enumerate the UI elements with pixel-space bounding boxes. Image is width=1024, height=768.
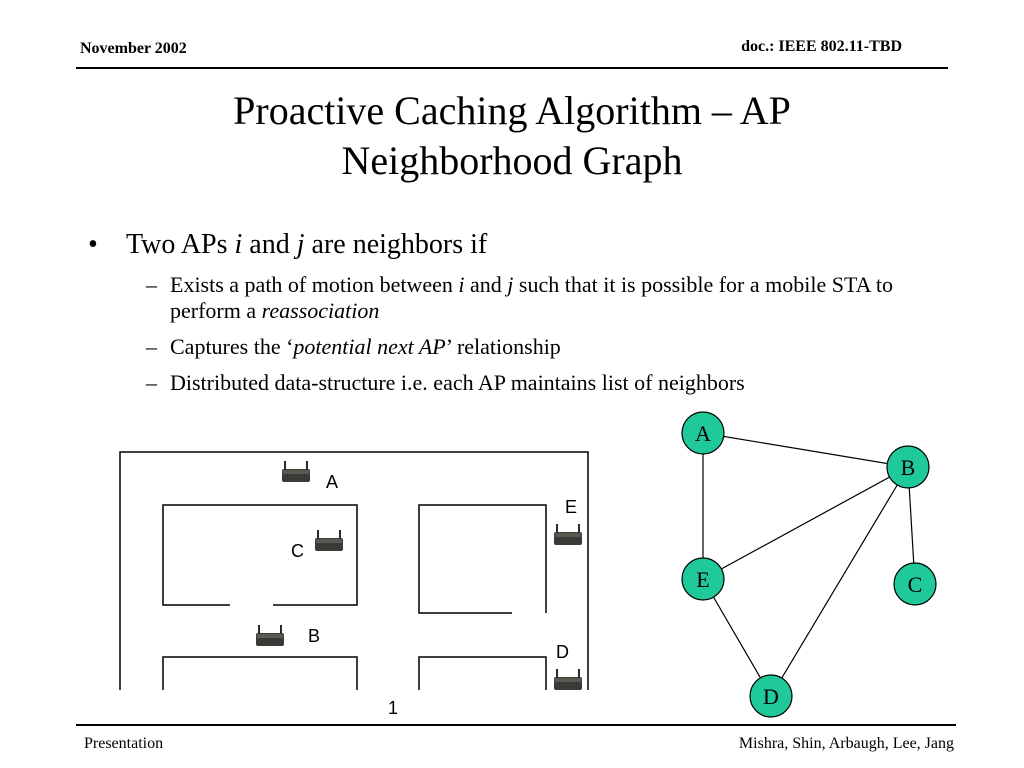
header-doc-id: doc.: IEEE 802.11-TBD [741, 38, 902, 55]
edge-b-d [771, 467, 908, 696]
sub-bullet-1-italic-1: i [458, 272, 465, 297]
floor-plan [120, 452, 588, 690]
graph-node-label-d: D [763, 684, 779, 709]
footer-authors: Mishra, Shin, Arbaugh, Lee, Jang [738, 735, 954, 752]
floor-label-e: E [565, 497, 578, 517]
floor-label-c: C [291, 541, 304, 561]
sub-bullet-1-italic-3: reassociation [261, 298, 380, 323]
graph-node-label-c: C [907, 572, 923, 597]
sub-bullet-2-text-2: ’ relationship [445, 334, 561, 359]
sub-bullet-1-text-1: Exists a path of motion between [170, 272, 459, 297]
sub-bullet-1-text-2: and [464, 272, 508, 297]
graph-node-label-a: A [695, 421, 711, 446]
dash-icon: – [146, 370, 157, 395]
room-upper-left [163, 505, 357, 605]
sub-bullet-2-text-1: Captures the ‘ [170, 334, 294, 359]
sub-bullet-1-italic-2: j [507, 272, 514, 297]
sub-bullet-3-text: Distributed data-structure i.e. each AP maintains list of neighbors [170, 370, 745, 395]
dash-icon: – [146, 334, 157, 359]
floor-plan-outer-wall [120, 452, 588, 690]
bullet-main-text-2: and [242, 229, 297, 260]
footer-rule [76, 724, 956, 726]
access-point-c-icon [315, 530, 343, 551]
slide-title-line-1: Proactive Caching Algorithm – AP [233, 88, 791, 133]
slide-title-line-2: Neighborhood Graph [341, 138, 683, 183]
floor-label-d: D [556, 642, 569, 662]
access-point-e-icon [554, 524, 582, 545]
footer-left: Presentation [84, 735, 164, 752]
bullet-dot-icon: • [88, 229, 98, 260]
room-lower-left [163, 657, 357, 690]
graph-node-label-e: E [696, 567, 710, 592]
room-upper-right [419, 505, 546, 613]
room-lower-right [419, 657, 546, 690]
floor-label-a: A [326, 472, 339, 492]
sub-bullet-1-text-3: such that it is possible for a mobile STA to perform a [170, 272, 893, 323]
floor-label-b: B [308, 626, 321, 646]
bullet-main-italic-1: i [234, 229, 243, 260]
edge-a-b [703, 433, 908, 467]
page-number: 1 [388, 698, 399, 718]
neighborhood-graph [703, 433, 915, 696]
access-point-d-icon [554, 669, 582, 690]
graph-node-label-b: B [900, 455, 916, 480]
access-point-a-icon [282, 461, 310, 482]
dash-icon: – [146, 272, 157, 297]
sub-bullet-2-italic-1: potential next AP [293, 334, 446, 359]
bullet-main-text-1: Two APs [126, 229, 235, 260]
edge-b-e [703, 467, 908, 579]
bullet-main-italic-2: j [296, 229, 305, 260]
header-date: November 2002 [80, 40, 187, 57]
access-point-b-icon [256, 625, 284, 646]
bullet-main-text-3: are neighbors if [304, 229, 488, 260]
